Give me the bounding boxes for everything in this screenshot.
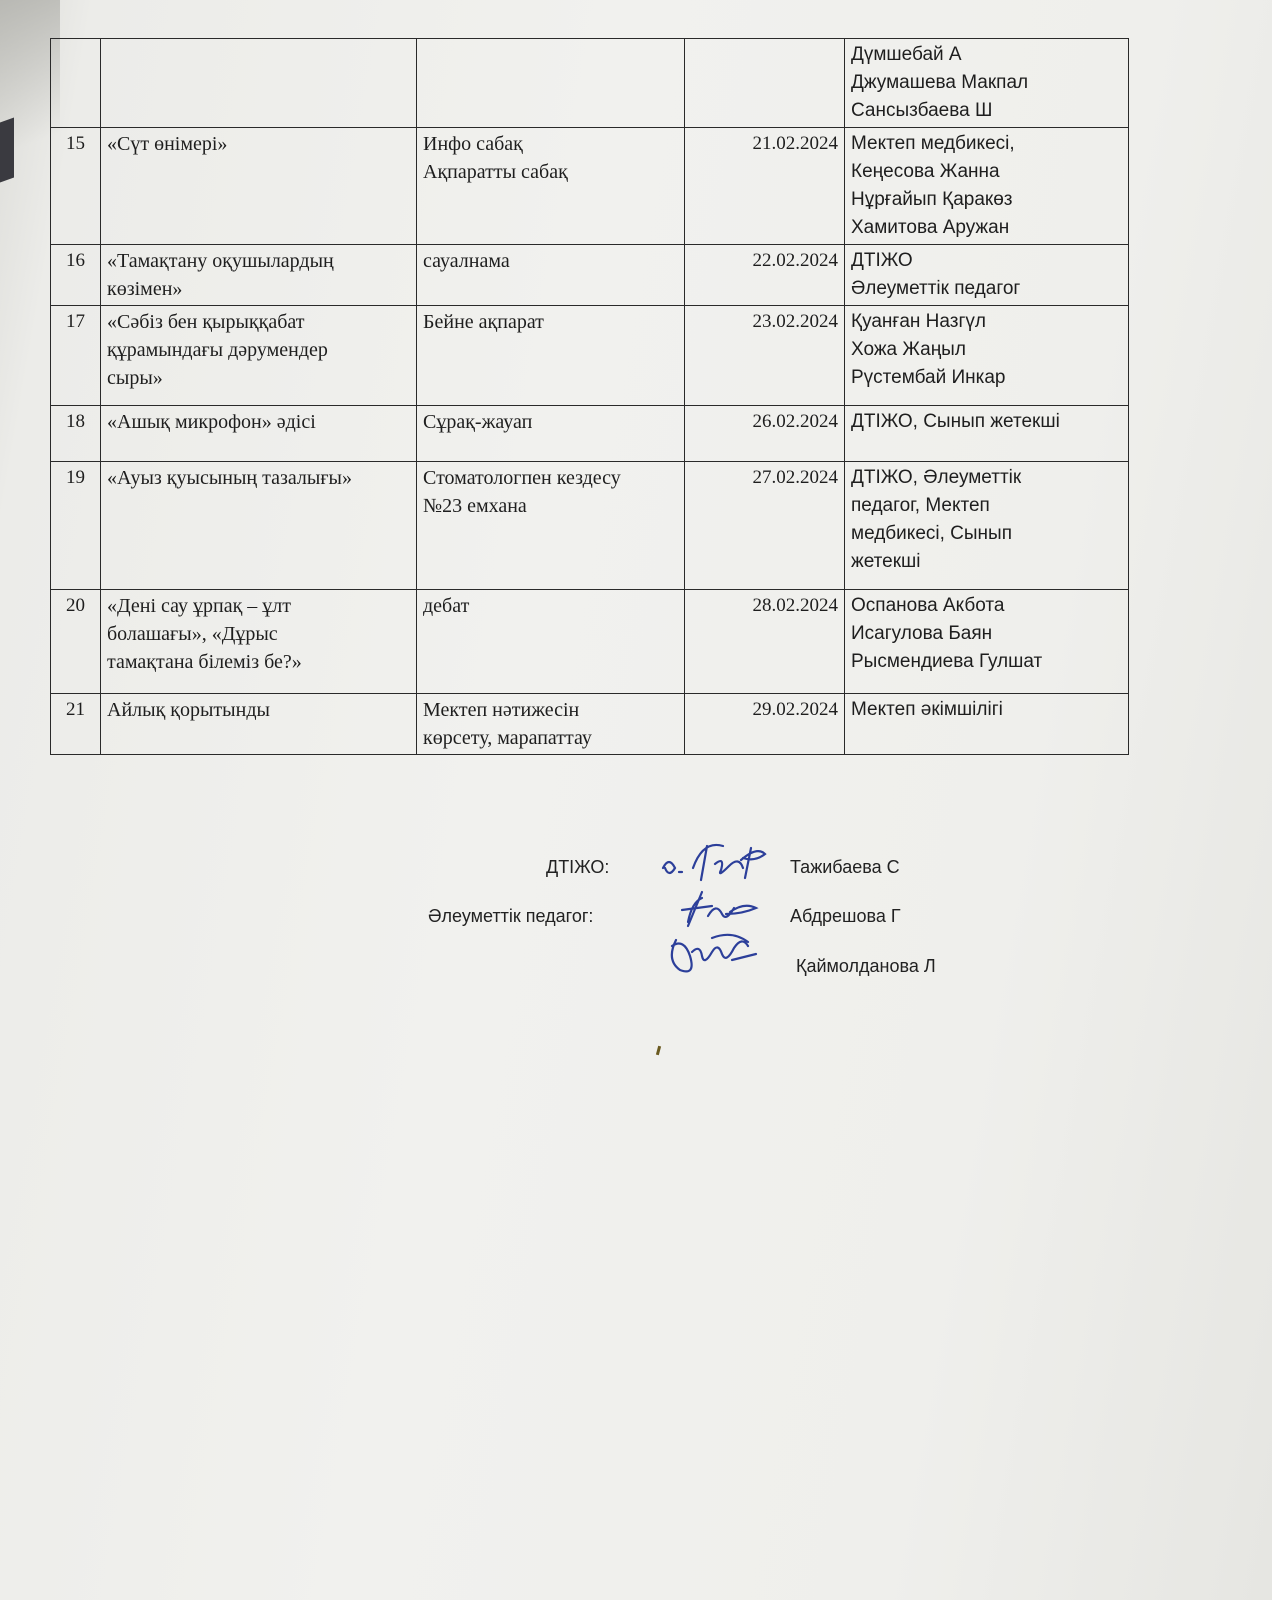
event-name-cell-line: «Дені сау ұрпақ – ұлт (107, 595, 292, 617)
event-form-cell-line: сауалнама (423, 250, 510, 272)
date-cell: 29.02.2024 (685, 694, 845, 755)
signature-scribble-2 (668, 886, 778, 936)
event-name-cell-line: болашағы», «Дұрыс (107, 623, 278, 645)
signature-label-dtizho: ДТІЖО: (546, 857, 610, 877)
event-name-cell-line: тамақтана білеміз бе?» (107, 651, 302, 673)
responsible-cell-line: ДТІЖО, Сынып жетекші (851, 411, 1060, 432)
responsible-cell-line: Оспанова Акбота (851, 595, 1005, 616)
responsible-cell-line: Нұрғайып Қаракөз (851, 189, 1013, 210)
date-cell: 27.02.2024 (685, 462, 845, 590)
responsible-cell-line: Исагулова Баян (851, 623, 993, 644)
signature-name-2: Абдрешова Г (790, 906, 901, 926)
event-name-cell-line: «Сәбіз бен қырыққабат (107, 311, 305, 333)
row-number-cell: 18 (51, 406, 101, 462)
row-number-cell: 20 (51, 590, 101, 694)
event-form-cell-line: Бейне ақпарат (423, 311, 544, 333)
date-cell: 21.02.2024 (685, 128, 845, 245)
responsible-cell-line: Әлеуметтік педагог (851, 278, 1021, 299)
responsible-cell-line: Кеңесова Жанна (851, 161, 1000, 182)
row-number-cell: 19 (51, 462, 101, 590)
responsible-cell-line: Хожа Жаңыл (851, 339, 966, 360)
event-form-cell-line: Ақпаратты сабақ (423, 161, 568, 183)
signature-scribble-1 (655, 838, 785, 888)
event-form-cell-line: №23 емхана (423, 495, 527, 517)
event-name-cell-line: «Ашық микрофон» әдісі (107, 411, 316, 433)
event-name-cell-line: «Тамақтану оқушылардың (107, 250, 334, 272)
responsible-cell-line: Джумашева Макпал (851, 72, 1029, 93)
row-number-cell: 17 (51, 306, 101, 406)
event-name-cell-line: Айлық қорытынды (107, 699, 270, 721)
event-form-cell-line: Мектеп нәтижесін (423, 699, 580, 721)
responsible-cell-line: Дүмшебай А (851, 44, 962, 65)
responsible-cell-line: Сансызбаева Ш (851, 100, 993, 121)
responsible-cell-line: Қуанған Назгүл (851, 311, 986, 332)
date-cell: 26.02.2024 (685, 406, 845, 462)
signature-name-3: Қаймолданова Л (796, 956, 936, 976)
responsible-cell-line: медбикесі, Сынып (851, 523, 1012, 544)
responsible-cell-line: Мектеп медбикесі, (851, 133, 1015, 154)
event-name-cell-line: құрамындағы дәрумендер (107, 339, 328, 361)
responsible-cell-line: Хамитова Аружан (851, 217, 1010, 238)
responsible-cell-line: ДТІЖО (851, 250, 913, 271)
date-cell: 22.02.2024 (685, 245, 845, 306)
responsible-cell-line: Рысмендиева Гулшат (851, 651, 1043, 672)
date-cell: 23.02.2024 (685, 306, 845, 406)
signature-scribble-3 (662, 930, 772, 980)
event-form-cell-line: көрсету, марапаттау (423, 727, 592, 749)
responsible-cell-line: ДТІЖО, Әлеуметтік (851, 467, 1022, 488)
responsible-cell-line: Рүстембай Инкар (851, 367, 1006, 388)
signature-label-social-pedagogue: Әлеуметтік педагог: (428, 906, 594, 926)
responsible-cell-line: жетекші (851, 551, 921, 572)
signature-name-1: Тажибаева С (790, 857, 900, 877)
event-form-cell-line: дебат (423, 595, 470, 617)
event-name-cell-line: «Ауыз қуысының тазалығы» (107, 467, 352, 489)
event-name-cell-line: сыры» (107, 367, 163, 389)
row-number-cell: 21 (51, 694, 101, 755)
event-form-cell-line: Инфо сабақ (423, 133, 523, 155)
responsible-cell-line: педагог, Мектеп (851, 495, 990, 516)
event-name-cell-line: «Сүт өнімері» (107, 133, 228, 155)
event-form-cell-line: Стоматологпен кездесу (423, 467, 621, 489)
row-number-cell: 16 (51, 245, 101, 306)
event-name-cell-line: көзімен» (107, 278, 183, 300)
event-form-cell-line: Сұрақ-жауап (423, 411, 533, 433)
date-cell: 28.02.2024 (685, 590, 845, 694)
responsible-cell-line: Мектеп әкімшілігі (851, 699, 1003, 720)
row-number-cell: 15 (51, 128, 101, 245)
